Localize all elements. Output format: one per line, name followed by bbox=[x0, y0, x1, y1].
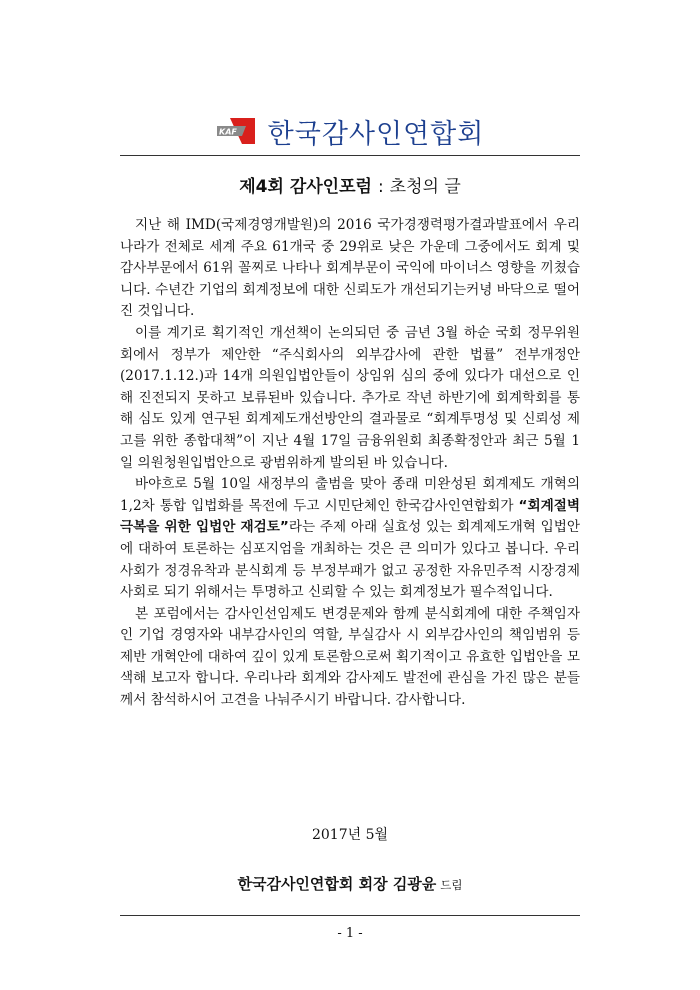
logo-text: KAF bbox=[218, 127, 237, 137]
title-main: 제4회 감사인포럼 bbox=[239, 177, 372, 197]
organization-name: 한국감사인연합회 bbox=[267, 118, 485, 150]
signature-name: 한국감사인연합회 회장 김광윤 bbox=[237, 875, 437, 893]
title-separator: : bbox=[377, 177, 384, 197]
paragraph: 지난 해 IMD(국제경영개발원)의 2016 국가경쟁력평가결과발표에서 우리나라가 전체로 세계 주요 61개국 중 29위로 낮은 가운데 그중에서도 회계 및 감사부문에서 61위 꼴찌로 나타나 회계부문이 국익에 마이너스 영향을 끼쳤습니다. 수년간 기업의 회계정보에 대한 신뢰도가 개선되기는커녕 바닥으로 떨어진 것입니다. bbox=[120, 217, 580, 320]
signature bbox=[120, 873, 580, 894]
letter-date: 2017년 5월 bbox=[311, 827, 389, 843]
forum-theme: “회계절벽 극복을 위한 입법안 재검토” bbox=[120, 497, 580, 536]
kaf-logo bbox=[216, 117, 256, 145]
letterhead bbox=[120, 108, 580, 154]
paragraph: 이를 계기로 획기적인 개선책이 논의되던 중 금년 3월 하순 국회 정무위원회에서 정부가 제안한 “주식회사의 외부감사에 관한 법률” 전부개정안(2017.1.12.)과 14개 의원입법안들이 상임위 심의 중에 있다가 대선으로 인해 진전되지 못하고 보류된바 있습니다. 추가로 작년 하반기에 회계학회를 통해 심도 있게 연구된 회계제도개선방안의 결과물로 “회계투명성 및 신뢰성 제고를 위한 종합대책”이 지난 4월 17일 금융위원회 최종확정안과 최근 5월 1일 의원청원입법안으로 광범위하게 발의된 바 있습니다. bbox=[120, 324, 580, 471]
title-sub: 초청의 글 bbox=[389, 177, 461, 197]
paragraph: 바야흐로 5월 10일 새정부의 출범을 맞아 종래 미완성된 회계제도 개혁의 1,2차 통합 입법화를 목전에 두고 시민단체인 한국감사인연합회가 “회계절벽 극복을 위한 입법안 재검토”라는 주제 아래 실효성 있는 회계제도개혁 입법안에 대하여 토론하는 심포지엄을 개최하는 것은 큰 의미가 있다고 봅니다. 우리 사회가 정경유착과 분식회계 등 부정부패가 없고 공정한 자유민주적 시장경제사회로 되기 위해서는 투명하고 신뢰할 수 있는 회계정보가 필수적입니다. bbox=[120, 476, 580, 601]
footer-divider bbox=[120, 915, 580, 916]
letter-body bbox=[120, 215, 580, 712]
paragraph: 본 포럼에서는 감사인선임제도 변경문제와 함께 분식회계에 대한 주책임자인 기업 경영자와 내부감사인의 역할, 부실감사 시 외부감사인의 책임범위 등 제반 개혁안에 대하여 깊이 있게 토론함으로써 획기적이고 유효한 입법안을 모색해 보고자 합니다. 우리나라 회계와 감사제도 발전에 관심을 가진 많은 분들께서 참석하시어 고견을 나눠주시기 바랍니다. 감사합니다. bbox=[120, 605, 580, 709]
header-divider bbox=[120, 155, 580, 156]
page-number: - 1 - bbox=[337, 926, 363, 941]
signature-suffix: 드림 bbox=[440, 878, 463, 892]
document-title bbox=[120, 172, 580, 197]
